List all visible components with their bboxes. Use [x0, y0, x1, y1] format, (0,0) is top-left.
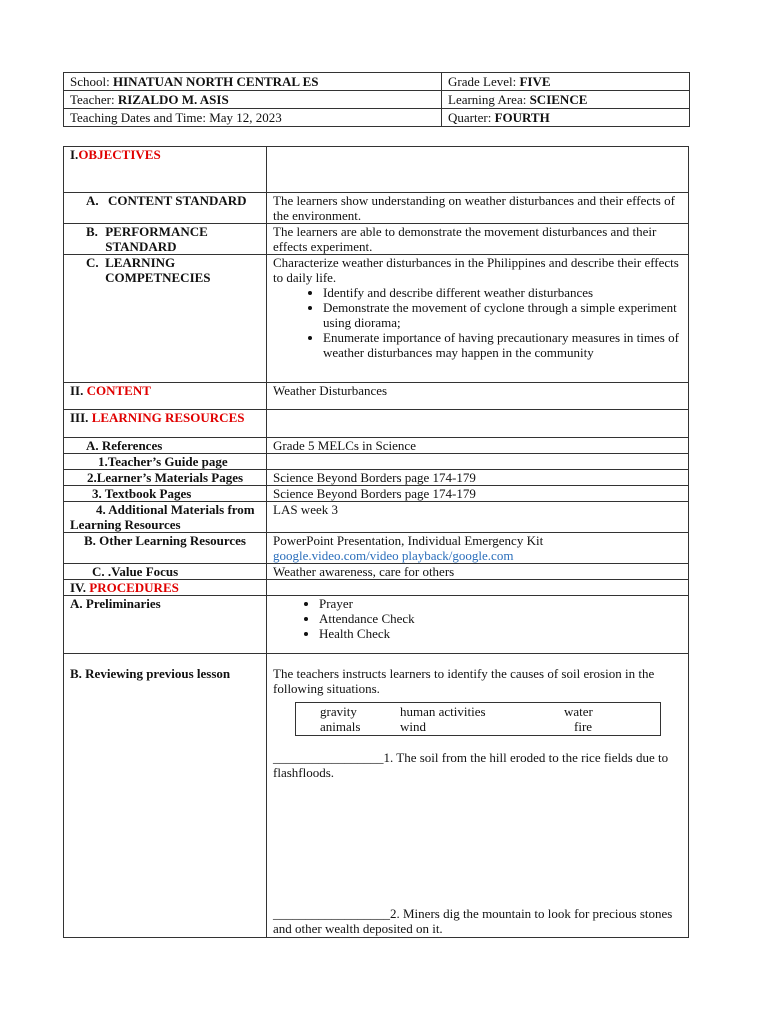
references-text: Grade 5 MELCs in Science: [267, 438, 689, 454]
competencies-list: [273, 285, 682, 360]
quarter-value: FOURTH: [494, 110, 550, 125]
choices-box: [295, 702, 661, 736]
competencies-num: C.: [86, 255, 99, 270]
content-standard-title: CONTENT STANDARD: [108, 193, 247, 208]
textbook-label: [64, 486, 267, 502]
choice-word: gravity: [320, 704, 357, 719]
review-cell: [267, 654, 689, 938]
question-1: _________________1. The soil from the hill eroded to the rice fields due to flashfloods.: [273, 750, 669, 780]
teachers-guide-label: [64, 454, 267, 470]
procedures-num: IV.: [70, 580, 87, 595]
school-cell: [64, 73, 442, 91]
video-link[interactable]: google.video.com/video playback/google.com: [273, 548, 514, 563]
choice-word: animals: [320, 719, 361, 734]
other-resources-text: PowerPoint Presentation, Individual Emergency Kit: [273, 533, 544, 548]
choice-word: water: [564, 704, 593, 719]
choice-word: wind: [400, 719, 426, 734]
list-item: • Enumerate importance of having precautionary measures in times of weather disturbances may happen in the community: [323, 330, 682, 360]
other-resources-cell: [267, 533, 689, 564]
content-num: II.: [70, 383, 84, 398]
resources-title: LEARNING RESOURCES: [91, 410, 245, 425]
performance-standard-num: B.: [86, 224, 98, 239]
choice-word: human activities: [400, 704, 486, 719]
performance-standard-text: The learners are able to demonstrate the movement disturbances and their effects experiment.: [267, 224, 689, 255]
competencies-title: LEARNING COMPETNECIES: [105, 255, 211, 285]
teacher-label: Teacher:: [70, 92, 115, 107]
textbook-text: Science Beyond Borders page 174-179: [267, 486, 689, 502]
review-intro: The teachers instructs learners to identify the causes of soil erosion in the following situations.: [273, 666, 655, 696]
content-standard-label: [64, 193, 267, 224]
list-item: • Health Check: [319, 626, 682, 641]
objectives-num: I.: [70, 147, 79, 162]
area-label: Learning Area:: [448, 92, 527, 107]
lesson-plan-table: [63, 146, 689, 938]
resources-heading: [64, 410, 267, 438]
dates-label: Teaching Dates and Time:: [70, 110, 206, 125]
choices-row: [320, 719, 660, 734]
objectives-blank: [267, 147, 689, 193]
list-item: • Demonstrate the movement of cyclone through a simple experiment using diorama;: [323, 300, 682, 330]
question-2: __________________2. Miners dig the mountain to look for precious stones and other wealth deposited on it.: [273, 906, 673, 936]
content-text: Weather Disturbances: [267, 383, 689, 410]
content-standard-text: The learners show understanding on weather disturbances and their effects of the environment.: [267, 193, 689, 224]
preliminaries-list: [273, 596, 682, 641]
learners-materials-text: Science Beyond Borders page 174-179: [267, 470, 689, 486]
resources-num: III.: [70, 410, 89, 425]
teacher-name: RIZALDO M. ASIS: [117, 92, 229, 107]
school-label: School:: [70, 74, 110, 89]
area-value: SCIENCE: [529, 92, 588, 107]
quarter-cell: [442, 109, 690, 127]
content-title: CONTENT: [86, 383, 151, 398]
other-resources-label: [64, 533, 267, 564]
quarter-label: Quarter:: [448, 110, 492, 125]
content-heading: [64, 383, 267, 410]
references-label: [64, 438, 267, 454]
header-table: [63, 72, 690, 127]
additional-materials-label: [64, 502, 267, 533]
value-focus-title: C. .Value Focus: [92, 564, 179, 579]
procedures-blank: [267, 580, 689, 596]
review-label: [64, 654, 267, 938]
teacher-cell: [64, 91, 442, 109]
learners-materials-label: [64, 470, 267, 486]
dates-value: May 12, 2023: [209, 110, 282, 125]
preliminaries-title: A. Preliminaries: [70, 596, 161, 611]
preliminaries-cell: [267, 596, 689, 654]
performance-standard-label: [64, 224, 267, 255]
grade-value: FIVE: [519, 74, 551, 89]
list-item: • Identify and describe different weather disturbances: [323, 285, 682, 300]
choice-word: fire: [574, 719, 593, 734]
procedures-title: PROCEDURES: [89, 580, 179, 595]
review-title: B. Reviewing previous lesson: [70, 666, 231, 681]
resources-blank: [267, 410, 689, 438]
choices-row: [320, 704, 660, 719]
additional-materials-title: 4. Additional Materials from Learning Resources: [70, 502, 255, 532]
objectives-heading: [64, 147, 267, 193]
teachers-guide-text: [267, 454, 689, 470]
performance-standard-title: PERFORMANCE STANDARD: [105, 224, 208, 254]
list-item: • Prayer: [319, 596, 682, 611]
dates-cell: [64, 109, 442, 127]
grade-label: Grade Level:: [448, 74, 517, 89]
grade-cell: [442, 73, 690, 91]
value-focus-label: [64, 564, 267, 580]
list-item: • Attendance Check: [319, 611, 682, 626]
competencies-label: [64, 255, 267, 383]
objectives-title: OBJECTIVES: [78, 147, 161, 162]
references-title: A. References: [86, 438, 163, 453]
competencies-text: Characterize weather disturbances in the Philippines and describe their effects to daily life.: [273, 255, 679, 285]
area-cell: [442, 91, 690, 109]
competencies-cell: [267, 255, 689, 383]
value-focus-text: Weather awareness, care for others: [267, 564, 689, 580]
other-resources-title: B. Other Learning Resources: [83, 533, 246, 548]
procedures-heading: [64, 580, 267, 596]
content-standard-num: A.: [86, 193, 99, 208]
teachers-guide-title: 1.Teacher’s Guide page: [98, 454, 228, 469]
school-name: HINATUAN NORTH CENTRAL ES: [112, 74, 319, 89]
textbook-title: 3. Textbook Pages: [92, 486, 192, 501]
additional-materials-text: LAS week 3: [267, 502, 689, 533]
learners-materials-title: 2.Learner’s Materials Pages: [86, 470, 244, 485]
preliminaries-label: [64, 596, 267, 654]
